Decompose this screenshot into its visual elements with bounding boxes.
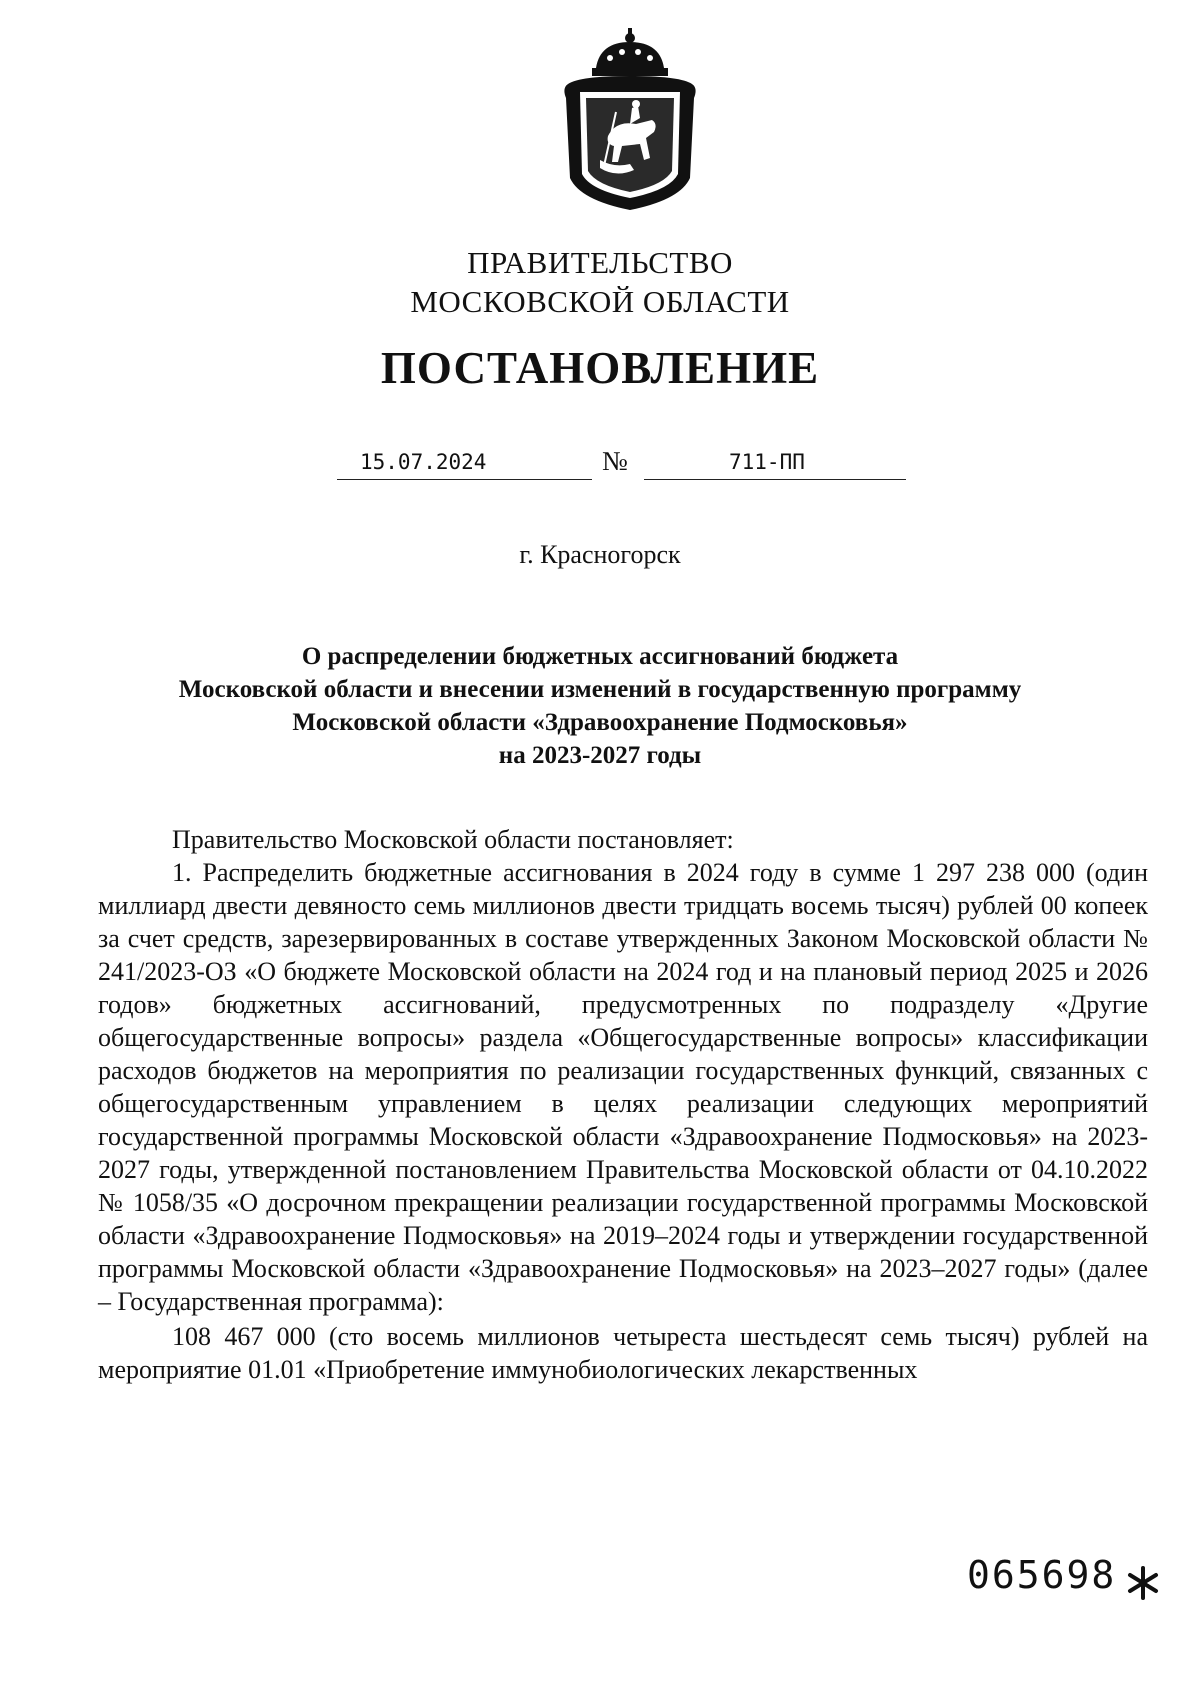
asterisk-icon xyxy=(1125,1565,1161,1601)
number-sign: № xyxy=(602,446,628,476)
coat-of-arms-icon xyxy=(560,28,700,212)
document-number: 711-ПП xyxy=(729,450,805,474)
body-paragraph: 108 467 000 (сто восемь миллионов четыреста шестьдесят семь тысяч) рублей на мероприятие 01.01 «Приобретение иммунобиологических лекарственных xyxy=(98,1322,1148,1384)
date-field xyxy=(337,445,592,480)
document-type-title: ПОСТАНОВЛЕНИЕ xyxy=(380,343,820,393)
body-paragraph: 1. Распределить бюджетные ассигнования в 2024 году в сумме 1 297 238 000 (один миллиард двести девяносто семь миллионов двести тридцать восемь тысяч) рублей 00 копеек за счет средств, зарезервированных в составе утвержденных Законом Московской области № 241/2023-ОЗ «О бюджете Московской области на 2024 год и на плановый период 2025 и 2026 годов» бюджетных ассигнований, предусмотренных по подразделу «Другие общегосударственные вопросы» раздела «Общегосударственные вопросы» классификации расходов бюджетов на мероприятия по реализации государственных функций, связанных с общегосударственным управлением в целях реализации следующих мероприятий государственной программы Московской области «Здравоохранение Подмосковья» на 2023-2027 годы, утвержденной постановлением Правительства Московской области от 04.10.2022 № 1058/35 «О досрочном прекращении реализации государственной программы Московской области «Здравоохранение Подмосковья» на 2019–2024 годы и утверждении государственной программы Московской области «Здравоохранение Подмосковья» на 2023–2027 годы» (далее – Государственная программа): xyxy=(98,858,1148,1316)
government-name-line-2: МОСКОВСКОЙ ОБЛАСТИ xyxy=(410,284,790,319)
date-value: 15.07.2024 xyxy=(360,450,487,474)
subject-line: на 2023-2027 годы xyxy=(498,742,702,769)
body-paragraph: Правительство Московской области постановляет: xyxy=(172,825,734,854)
subject-line: Московской области и внесении изменений в государственную программу xyxy=(178,676,1022,703)
number-field xyxy=(644,445,906,480)
document-body xyxy=(98,823,1148,1386)
subject-line: Московской области «Здравоохранение Подмосковья» xyxy=(292,709,908,736)
document-subject xyxy=(100,640,1100,772)
subject-line: О распределении бюджетных ассигнований бюджета xyxy=(301,643,899,670)
stamp-number: 065698 xyxy=(967,1553,1117,1597)
government-name-line-1: ПРАВИТЕЛЬСТВО xyxy=(467,245,733,280)
city-line: г. Красногорск xyxy=(519,540,681,569)
